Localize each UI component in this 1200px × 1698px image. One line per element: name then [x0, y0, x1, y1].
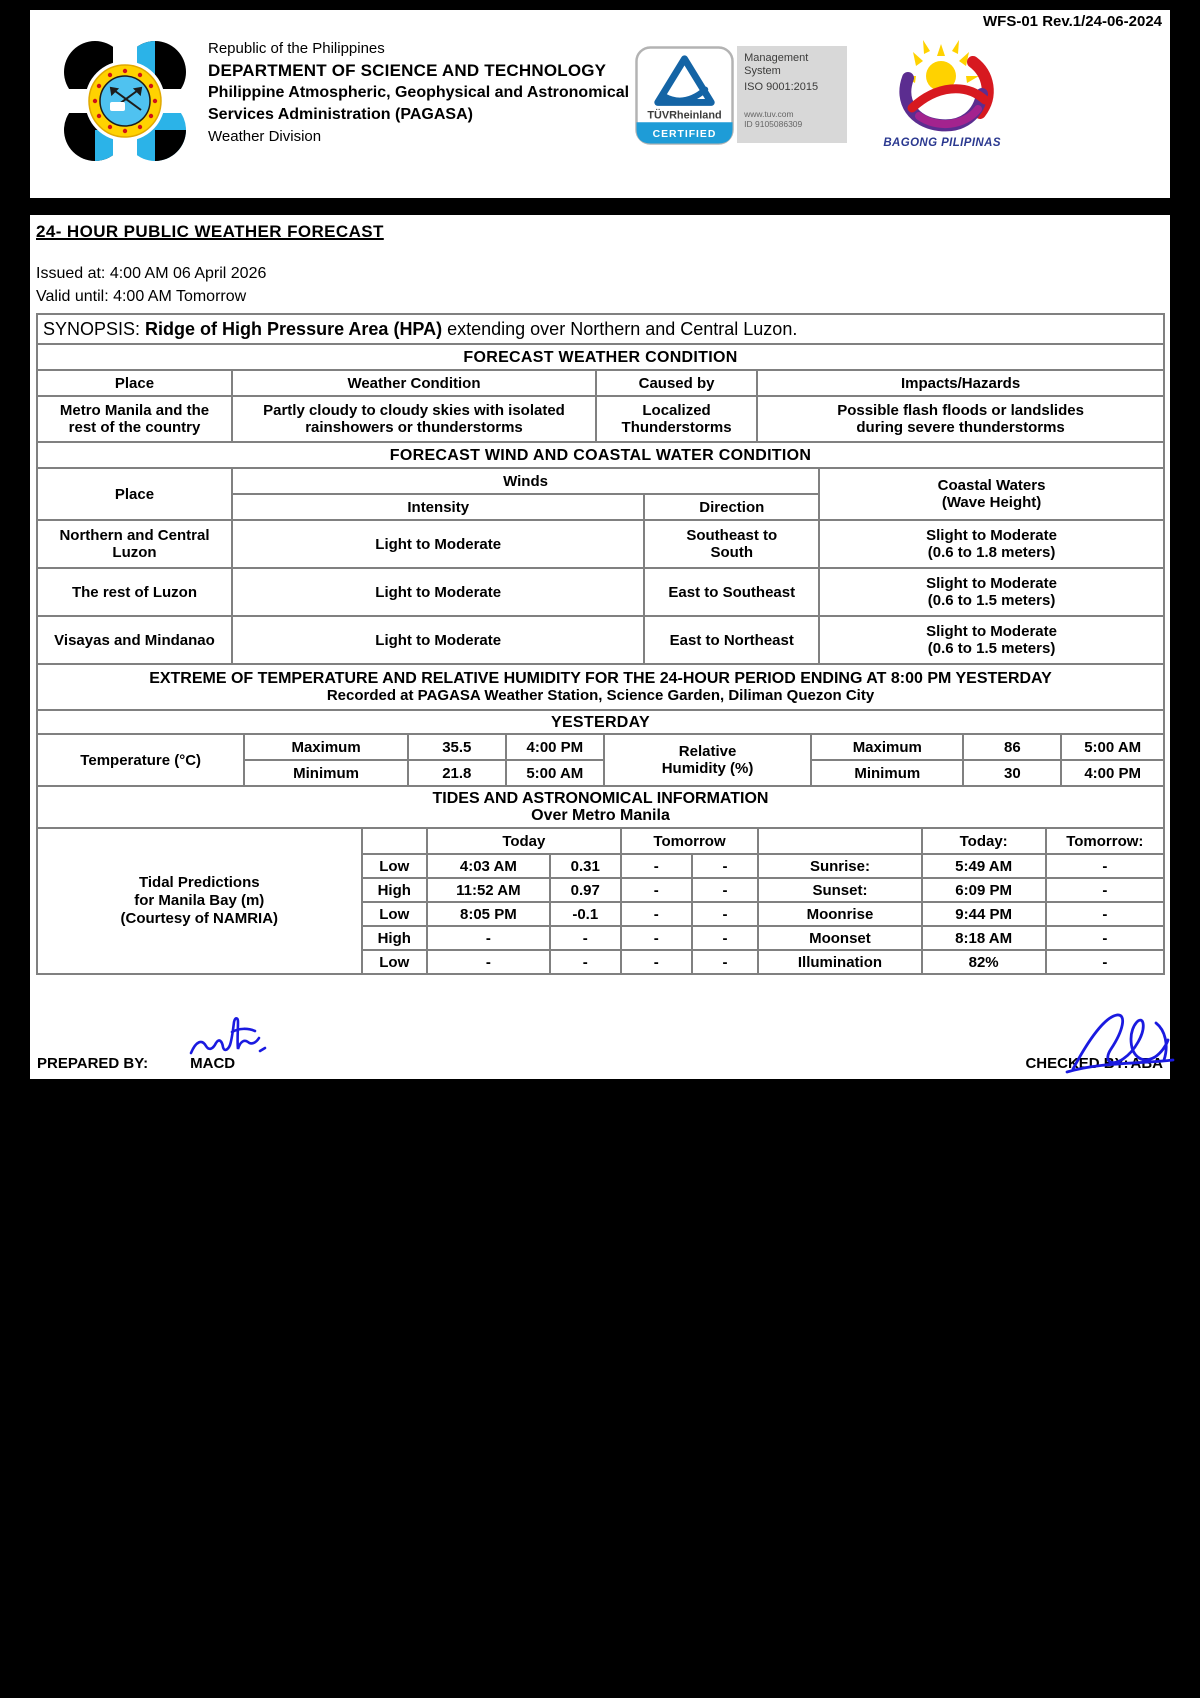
wind-row-0-place-line1: Northern and Central [59, 527, 210, 544]
wind-section-title-table [36, 441, 1165, 469]
wind-row-1-coastal [819, 568, 1164, 616]
weather-impacts-line1: Possible flash floods or landslides [837, 402, 1084, 419]
weather-table [36, 369, 1165, 443]
tides-label-line3: (Courtesy of NAMRIA) [120, 910, 279, 927]
tide-row-4-today-time: - [427, 950, 550, 974]
tuv-mgmt-line1: Management [744, 52, 809, 64]
wind-row-2-direction-line1: East to Northeast [669, 631, 794, 649]
wind-row-2-coastal-line2: (0.6 to 1.5 meters) [927, 640, 1056, 657]
weather-cell-impacts [757, 396, 1164, 442]
wind-row-0-place-line2: Luzon [112, 544, 157, 561]
humidity-label-line1: Relative [678, 743, 737, 760]
tuv-iso-text: ISO 9001:2015 [744, 81, 819, 93]
weather-col-condition: Weather Condition [232, 370, 596, 396]
wind-row-2-place-line1: Visayas and Mindanao [54, 631, 215, 649]
tide-row-3-type: High [362, 926, 427, 950]
temp-max-time: 4:00 PM [506, 734, 604, 760]
wind-row-1-intensity: Light to Moderate [232, 568, 644, 616]
document-sheet [30, 215, 1170, 1079]
weather-impacts-line2: during severe thunderstorms [856, 419, 1065, 436]
synopsis-label: SYNOPSIS: [43, 318, 146, 339]
wind-row-0-direction [644, 520, 819, 568]
tides-label-line1: Tidal Predictions [138, 874, 260, 891]
tide-row-1-tomorrow-time: - [621, 878, 692, 902]
wind-row-1-place-line1: The rest of Luzon [71, 583, 197, 601]
astro-row-0-today: 5:49 AM [922, 854, 1046, 878]
astro-row-4-today: 82% [922, 950, 1046, 974]
rh-min-label: Minimum [811, 760, 963, 786]
tuv-brand-text: TÜVRheinland [647, 109, 722, 122]
tide-row-3-today-time: - [427, 926, 550, 950]
section-title-wind-coastal: FORECAST WIND AND COASTAL WATER CONDITION [37, 442, 1164, 468]
synopsis-rest: extending over Northern and Central Luzon. [442, 318, 798, 339]
tides-col-blank-2 [758, 828, 921, 854]
wind-row-0-place [37, 520, 232, 568]
tides-row-label [37, 828, 362, 974]
wind-col-direction: Direction [644, 494, 819, 520]
rh-max-time: 5:00 AM [1061, 734, 1164, 760]
rh-max-value: 86 [963, 734, 1061, 760]
agency-name-block [208, 36, 629, 148]
section-title-forecast-weather: FORECAST WEATHER CONDITION [37, 344, 1164, 370]
extremes-header [37, 664, 1164, 710]
wind-row-0-intensity: Light to Moderate [232, 520, 644, 568]
wind-row-0-coastal [819, 520, 1164, 568]
prepared-by-label: PREPARED BY: [37, 1055, 149, 1072]
synopsis-highlight: Ridge of High Pressure Area (HPA) [145, 318, 443, 339]
weather-caused-line2: Thunderstorms [621, 419, 732, 436]
tide-row-0-type: Low [362, 854, 427, 878]
weather-condition-line1: Partly cloudy to cloudy skies with isolated [263, 402, 565, 419]
rh-max-label: Maximum [811, 734, 963, 760]
astro-row-2-today: 9:44 PM [922, 902, 1046, 926]
valid-until-line: Valid until: 4:00 AM Tomorrow [36, 288, 247, 305]
tuv-certified-text: CERTIFIED [652, 129, 717, 141]
rh-min-value: 30 [963, 760, 1061, 786]
tide-row-0-tomorrow-height: - [692, 854, 758, 878]
astro-row-3-tomorrow: - [1046, 926, 1164, 950]
wind-row-1-direction [644, 568, 819, 616]
tuv-certified-badge [635, 46, 734, 145]
issued-at-line: Issued at: 4:00 AM 06 April 2026 [36, 265, 267, 282]
wind-table [36, 467, 1165, 665]
rh-min-time: 4:00 PM [1061, 760, 1164, 786]
temperature-label: Temperature (°C) [37, 734, 244, 786]
weather-col-caused-by: Caused by [596, 370, 757, 396]
tide-row-1-today-height: 0.97 [550, 878, 621, 902]
tuv-url-text: www.tuv.com [744, 109, 794, 119]
bagong-pilipinas-label: BAGONG PILIPINAS [883, 137, 1001, 149]
brand-row [30, 10, 1170, 166]
wind-row-2-coastal [819, 616, 1164, 664]
wind-row-0-coastal-line2: (0.6 to 1.8 meters) [927, 544, 1056, 561]
astro-row-1-label: Sunset: [758, 878, 921, 902]
tide-row-1-type: High [362, 878, 427, 902]
astro-row-4-label: Illumination [758, 950, 921, 974]
weather-section-title-table [36, 343, 1165, 371]
tide-row-2-type: Low [362, 902, 427, 926]
signature-footer [36, 1055, 1165, 1072]
tides-col-today: Today [427, 828, 621, 854]
tide-row-0-tomorrow-time: - [621, 854, 692, 878]
astro-row-4-tomorrow: - [1046, 950, 1164, 974]
tide-row-4-tomorrow-height: - [692, 950, 758, 974]
weather-cell-place [37, 396, 232, 442]
wind-coastal-header-line2: (Wave Height) [941, 494, 1042, 511]
synopsis-table [36, 313, 1165, 345]
wind-row-2-place [37, 616, 232, 664]
wind-row [37, 520, 1164, 568]
tides-col-tomorrow: Tomorrow [621, 828, 758, 854]
tide-row-1-tomorrow-height: - [692, 878, 758, 902]
astro-row-3-today: 8:18 AM [922, 926, 1046, 950]
yesterday-header-table [36, 709, 1165, 735]
tide-row-3-today-height: - [550, 926, 621, 950]
tuv-mgmt-line2: System [744, 65, 781, 77]
weather-condition-line2: rainshowers or thunderstorms [305, 419, 523, 436]
forecast-tables [36, 313, 1165, 975]
astro-col-tomorrow: Tomorrow: [1046, 828, 1164, 854]
wind-row-0-direction-line2: South [710, 544, 754, 561]
agency-line-pagasa-2: Services Administration (PAGASA) [208, 106, 473, 123]
checked-by-label: CHECKED BY: [1025, 1055, 1129, 1072]
weather-place-line2: rest of the country [68, 419, 201, 436]
extremes-title: EXTREME OF TEMPERATURE AND RELATIVE HUMIDITY FOR THE 24-HOUR PERIOD ENDING AT 8:00 PM YESTERDAY [149, 670, 1052, 687]
agency-line-division: Weather Division [208, 128, 322, 145]
prepared-by-name: MACD [190, 1055, 236, 1072]
agency-line-dost: DEPARTMENT OF SCIENCE AND TECHNOLOGY [208, 61, 607, 80]
wind-row-0-direction-line1: Southeast to [686, 527, 778, 544]
wind-row-2-coastal-line1: Slight to Moderate [926, 623, 1057, 640]
checked-signature [1061, 1005, 1179, 1077]
astro-col-today: Today: [922, 828, 1046, 854]
weather-cell-caused-by [596, 396, 757, 442]
certification-block [635, 46, 847, 145]
temp-min-time: 5:00 AM [506, 760, 604, 786]
astro-row-2-tomorrow: - [1046, 902, 1164, 926]
pagasa-logo [54, 36, 196, 166]
wind-row-1-place [37, 568, 232, 616]
temp-min-value: 21.8 [408, 760, 506, 786]
astro-row-3-label: Moonset [758, 926, 921, 950]
wind-col-winds: Winds [232, 468, 819, 494]
agency-line-pagasa-1: Philippine Atmospheric, Geophysical and Astronomical [208, 84, 630, 101]
astro-row-2-label: Moonrise [758, 902, 921, 926]
temperature-humidity-table [36, 733, 1165, 787]
tide-row-2-tomorrow-time: - [621, 902, 692, 926]
weather-col-impacts: Impacts/Hazards [757, 370, 1164, 396]
temp-max-label: Maximum [244, 734, 407, 760]
tides-table [36, 827, 1165, 975]
tides-header [37, 786, 1164, 828]
tuv-info-panel [737, 46, 847, 143]
bagong-pilipinas-logo [869, 36, 1015, 149]
extremes-header-table [36, 663, 1165, 711]
weather-cell-condition [232, 396, 596, 442]
tide-row-3-tomorrow-height: - [692, 926, 758, 950]
checked-by-name: ABA [1130, 1055, 1163, 1072]
tides-header-table [36, 785, 1165, 829]
astro-row-1-tomorrow: - [1046, 878, 1164, 902]
wind-col-intensity: Intensity [232, 494, 644, 520]
weather-caused-line1: Localized [642, 402, 711, 419]
tide-row-4-tomorrow-time: - [621, 950, 692, 974]
weather-place-line1: Metro Manila and the [59, 402, 210, 419]
bagong-pilipinas-sun-icon [876, 36, 1008, 136]
tide-row-2-today-time: 8:05 PM [427, 902, 550, 926]
wind-row [37, 616, 1164, 664]
tide-row-1-today-time: 11:52 AM [427, 878, 550, 902]
tide-row-4-today-height: - [550, 950, 621, 974]
document-title: 24- HOUR PUBLIC WEATHER FORECAST [36, 222, 384, 241]
wind-row-1-coastal-line1: Slight to Moderate [926, 575, 1057, 592]
humidity-label-line2: Humidity (%) [661, 760, 754, 777]
tide-row-0-today-height: 0.31 [550, 854, 621, 878]
astro-row-1-today: 6:09 PM [922, 878, 1046, 902]
agency-line-republic: Republic of the Philippines [208, 40, 385, 57]
tide-row-2-tomorrow-height: - [692, 902, 758, 926]
synopsis-row [37, 314, 1164, 344]
tuv-id-text: ID 9105086309 [744, 119, 803, 129]
tides-label-line2: for Manila Bay (m) [134, 892, 265, 909]
wind-row-0-coastal-line1: Slight to Moderate [926, 527, 1057, 544]
header-sheet [30, 10, 1170, 198]
tide-row-3-tomorrow-time: - [621, 926, 692, 950]
temp-min-label: Minimum [244, 760, 407, 786]
tide-row-0-today-time: 4:03 AM [427, 854, 550, 878]
form-code: WFS-01 Rev.1/24-06-2024 [983, 13, 1162, 30]
wind-row-2-intensity: Light to Moderate [232, 616, 644, 664]
extremes-subtitle: Recorded at PAGASA Weather Station, Science Garden, Diliman Quezon City [326, 687, 875, 704]
wind-row [37, 568, 1164, 616]
wind-col-coastal [819, 468, 1164, 520]
wind-coastal-header-line1: Coastal Waters [937, 477, 1046, 494]
humidity-label [604, 734, 811, 786]
tides-subtitle: Over Metro Manila [531, 807, 670, 824]
wind-row-1-direction-line1: East to Southeast [668, 583, 796, 601]
yesterday-header: YESTERDAY [37, 710, 1164, 734]
prepared-by-block [37, 1055, 235, 1072]
wind-row-1-coastal-line2: (0.6 to 1.5 meters) [927, 592, 1056, 609]
tides-title: TIDES AND ASTRONOMICAL INFORMATION [432, 790, 769, 807]
temp-max-value: 35.5 [408, 734, 506, 760]
astro-row-0-tomorrow: - [1046, 854, 1164, 878]
tide-row-4-type: Low [362, 950, 427, 974]
wind-col-place: Place [37, 468, 232, 520]
prepared-signature [187, 1011, 279, 1061]
weather-col-place: Place [37, 370, 232, 396]
wind-row-2-direction [644, 616, 819, 664]
tide-row-2-today-height: -0.1 [550, 902, 621, 926]
tides-col-blank-1 [362, 828, 427, 854]
checked-by-block [1025, 1055, 1163, 1072]
astro-row-0-label: Sunrise: [758, 854, 921, 878]
